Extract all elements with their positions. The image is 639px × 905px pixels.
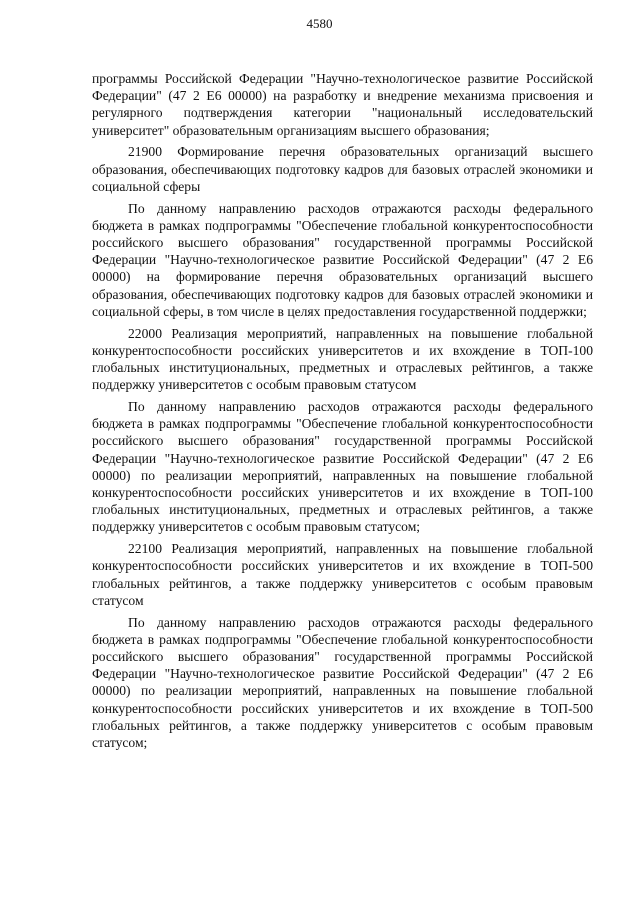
paragraph-code-22100-description: По данному направлению расходов отражаются расходы федерального бюджета в рамках подпрограммы "Обеспечение глобальной конкурентоспособности российского высшего образования" государственной программы Российской Федерации "Научно-технологическое развитие Российской Федерации" (47 2 Е6 00000) по реализации мероприятий, направленных на повышение глобальной конкурентоспособности российских университетов и их вхождение в ТОП-500 глобальных рейтингов, а также поддержку университетов с особым правовым статусом; <box>92 614 593 751</box>
document-body <box>92 70 593 756</box>
page-number: 4580 <box>306 16 333 31</box>
paragraph-code-22100-heading: 22100 Реализация мероприятий, направленных на повышение глобальной конкурентоспособности российских университетов и их вхождение в ТОП-500 глобальных рейтингов, а также поддержку университетов с особым правовым статусом <box>92 541 593 608</box>
paragraph-code-21900-description: По данному направлению расходов отражаются расходы федерального бюджета в рамках подпрограммы "Обеспечение глобальной конкурентоспособности российского высшего образования" государственной программы Российской Федерации "Научно-технологическое развитие Российской Федерации" (47 2 Е6 00000) на формирование перечня образовательных организаций высшего образования, обеспечивающих подготовку кадров для базовых отраслей экономики и социальной сферы, в том числе в целях предоставления государственной поддержки; <box>92 200 593 319</box>
paragraph-continuation: программы Российской Федерации "Научно-технологическое развитие Российской Федерации" (47 2 Е6 00000) на разработку и внедрение механизма присвоения и регулярного подтверждения категории "национальный исследовательский университет" образовательным организациям высшего образования; <box>92 71 593 138</box>
paragraph-code-21900-heading: 21900 Формирование перечня образовательных организаций высшего образования, обеспечивающих подготовку кадров для базовых отраслей экономики и социальной сферы <box>92 144 593 194</box>
paragraph-code-22000-heading: 22000 Реализация мероприятий, направленных на повышение глобальной конкурентоспособности российских университетов и их вхождение в ТОП-100 глобальных институциональных, предметных и отраслевых рейтингов, а также поддержку университетов с особым правовым статусом <box>92 325 593 393</box>
paragraph-code-22000-description: По данному направлению расходов отражаются расходы федерального бюджета в рамках подпрограммы "Обеспечение глобальной конкурентоспособности российского высшего образования" государственной программы Российской Федерации "Научно-технологическое развитие Российской Федерации" (47 2 Е6 00000) по реализации мероприятий, направленных на повышение глобальной конкурентоспособности российских университетов и их вхождение в ТОП-100 глобальных институциональных, предметных и отраслевых рейтингов, а также поддержку университетов с особым правовым статусом; <box>92 399 593 535</box>
